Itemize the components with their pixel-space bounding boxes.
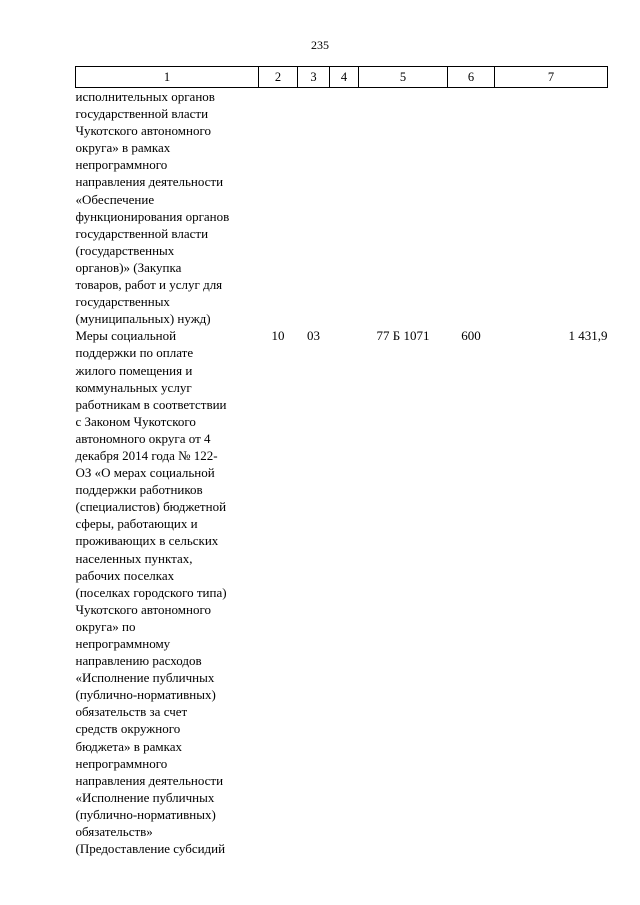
description-line: поддержки работников [75,482,203,498]
description-line: товаров, работ и услуг для [75,277,223,293]
description-line: с Законом Чукотского [75,413,196,429]
description-line: (Предоставление субсидий [75,841,226,857]
description-line: (поселках городского типа) [75,584,227,600]
description-line: государственной власти [75,106,209,122]
description-line: направления деятельности [75,772,224,788]
description-line: непрограммного [75,157,168,173]
row-vr [448,88,495,328]
description-line: округа» по [75,618,136,634]
description-line: непрограммному [75,636,171,651]
description-line: направлению расходов [75,653,202,669]
description-line: проживающих в сельских [75,533,219,549]
row-description [76,88,259,328]
description-line: обязательств» [75,824,153,840]
row-description [76,327,259,857]
row-pr: 03 [307,328,320,344]
description-line: функционирования органов [75,208,230,224]
description-line: (публично-нормативных) [75,687,216,703]
description-line: «Исполнение публичных [75,789,215,805]
column-header-4: 4 [330,67,359,88]
description-line: бюджета» в рамках [75,738,182,754]
description-line: (публично-нормативных) [75,806,216,822]
row-amount [495,88,608,328]
description-line: «Исполнение публичных [75,670,215,686]
table-row [76,88,608,328]
description-line: Чукотского автономного [75,123,211,139]
description-line: населенных пунктах, [75,550,193,566]
header-row [76,67,608,88]
row-csr [359,88,448,328]
column-header-3: 3 [298,67,330,88]
column-header-5: 5 [359,67,448,88]
description-line: работникам в соответствии [75,396,227,412]
description-line: декабря 2014 года № 122- [75,447,218,463]
page-number: 235 [311,38,329,52]
description-line: (государственных [75,242,175,258]
column-header-2: 2 [259,67,298,88]
column-header-1: 1 [76,67,259,88]
description-line: (муниципальных) нужд) [75,311,211,327]
description-line: жилого помещения и [75,362,193,378]
row-amount: 1 431,9 [568,328,608,344]
table-row [76,327,608,857]
column-header-6: 6 [448,67,495,88]
description-line: Чукотского автономного [75,601,211,617]
description-line: непрограммного [75,755,168,771]
row-vr: 600 [461,328,481,344]
row-csr: 77 Б 1071 [376,328,430,344]
description-line: (специалистов) бюджетной [75,499,227,515]
description-line: поддержки по оплате [75,345,194,361]
budget-table [75,66,608,857]
description-line: государственных [75,294,170,310]
description-line: коммунальных услуг [75,379,192,395]
row-rz: 10 [271,328,285,344]
description-line: органов)» (Закупка [75,259,182,275]
row-rz [259,88,298,328]
description-line: округа» в рамках [75,140,171,156]
row-empty [330,327,359,857]
description-line: исполнительных органов [75,89,215,104]
description-line: автономного округа от 4 [75,430,211,446]
description-line: обязательств за счет [75,704,188,720]
description-line: сферы, работающих и [75,516,198,532]
row-empty [330,88,359,328]
description-line: «Обеспечение [75,191,155,207]
description-line: ОЗ «О мерах социальной [75,465,215,481]
description-line: средств окружного [75,721,181,737]
description-line: направления деятельности [75,174,224,190]
description-line: Меры социальной [75,328,177,344]
column-header-7: 7 [495,67,608,88]
row-pr [298,88,330,328]
description-line: государственной власти [75,225,209,241]
description-line: рабочих поселках [75,567,175,583]
